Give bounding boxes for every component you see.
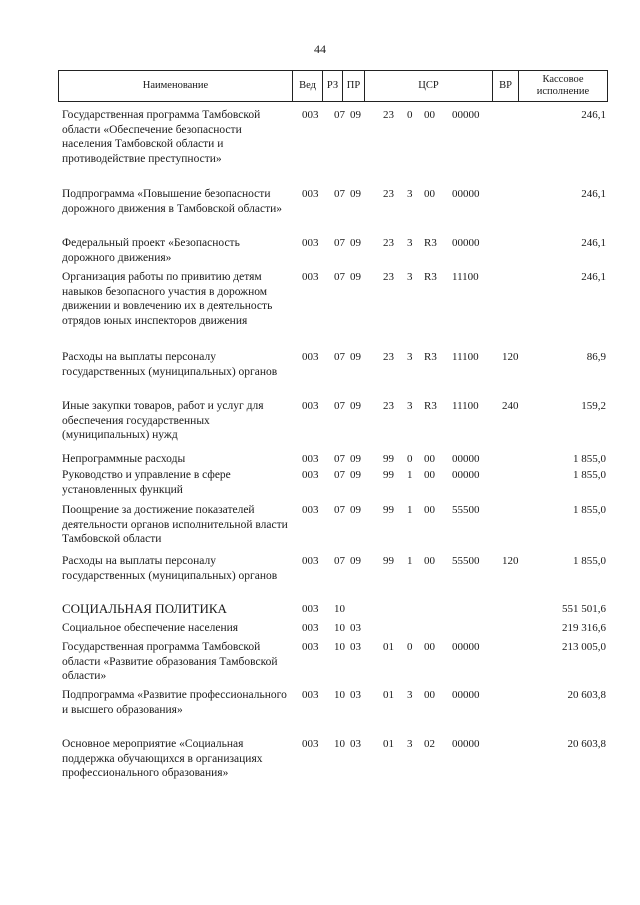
row-csr-event: 00: [424, 188, 435, 200]
row-csr-program: 01: [383, 738, 394, 750]
row-amount: 213 005,0: [562, 641, 606, 653]
row-csr-program: 23: [383, 109, 394, 121]
row-ved: 003: [302, 738, 319, 750]
row-csr-program: 23: [383, 188, 394, 200]
row-rz: 10: [334, 622, 345, 634]
row-ved: 003: [302, 469, 319, 481]
row-rz: 07: [334, 453, 345, 465]
header-name: Наименование: [59, 71, 293, 101]
header-amount: Кассовое исполнение: [536, 74, 590, 97]
row-rz: 07: [334, 555, 345, 567]
row-amount: 86,9: [586, 351, 606, 363]
header-vr: ВР: [493, 71, 519, 101]
row-csr-event: 00: [424, 689, 435, 701]
row-ved: 003: [302, 603, 319, 615]
row-rz: 10: [334, 689, 345, 701]
row-rz: 07: [334, 109, 345, 121]
row-amount: 1 855,0: [573, 555, 606, 567]
header-rz: РЗ: [323, 71, 343, 101]
row-rz: 07: [334, 351, 345, 363]
row-csr-event: 00: [424, 555, 435, 567]
row-csr-subprogram: 3: [407, 351, 413, 363]
row-ved: 003: [302, 555, 319, 567]
row-rz: 07: [334, 271, 345, 283]
row-pr: 09: [350, 555, 361, 567]
row-csr-direction: 11100: [452, 271, 479, 283]
row-csr-direction: 00000: [452, 109, 480, 121]
row-ved: 003: [302, 400, 319, 412]
header-ved: Вед: [293, 71, 323, 101]
row-name: Расходы на выплаты персоналу государственных (муниципальных) органов: [62, 351, 278, 378]
row-csr-program: 23: [383, 351, 394, 363]
row-name: Подпрограмма «Повышение безопасности дорожного движения в Тамбовской области»: [62, 188, 282, 215]
row-rz: 07: [334, 469, 345, 481]
row-csr-direction: 00000: [452, 453, 480, 465]
row-pr: 09: [350, 109, 361, 121]
row-csr-direction: 55500: [452, 555, 480, 567]
row-csr-subprogram: 3: [407, 271, 413, 283]
row-csr-program: 23: [383, 237, 394, 249]
row-csr-direction: 00000: [452, 641, 480, 653]
row-name: Государственная программа Тамбовской области «Обеспечение безопасности населения Тамбовской области и противодействие преступности»: [62, 109, 261, 165]
row-csr-subprogram: 1: [407, 469, 413, 481]
row-rz: 07: [334, 237, 345, 249]
row-vr: 120: [502, 351, 519, 363]
row-amount: 246,1: [581, 237, 606, 249]
row-csr-event: R3: [424, 351, 437, 363]
row-name: Непрограммные расходы: [62, 453, 186, 465]
row-csr-program: 99: [383, 453, 394, 465]
row-csr-subprogram: 1: [407, 504, 413, 516]
row-ved: 003: [302, 641, 319, 653]
row-csr-event: 00: [424, 109, 435, 121]
row-name: Основное мероприятие «Социальная поддержка обучающихся в организациях профессионального образования»: [62, 738, 263, 779]
table-header: [58, 70, 608, 102]
row-csr-program: 99: [383, 555, 394, 567]
row-csr-program: 99: [383, 469, 394, 481]
row-csr-subprogram: 3: [407, 738, 413, 750]
row-csr-subprogram: 0: [407, 109, 413, 121]
row-name: СОЦИАЛЬНАЯ ПОЛИТИКА: [62, 601, 227, 616]
row-name: Социальное обеспечение населения: [62, 622, 239, 634]
row-csr-event: 00: [424, 641, 435, 653]
row-csr-direction: 55500: [452, 504, 480, 516]
row-csr-program: 01: [383, 689, 394, 701]
row-name: Организация работы по привитию детям навыков безопасного участия в дорожном движении и вовлечению их в деятельность отрядов юных инспекторов движения: [62, 271, 273, 327]
row-amount: 20 603,8: [567, 738, 606, 750]
row-csr-event: R3: [424, 271, 437, 283]
row-name: Поощрение за достижение показателей деятельности органов исполнительной власти Тамбовской области: [62, 504, 288, 545]
row-amount: 219 316,6: [562, 622, 606, 634]
row-rz: 07: [334, 188, 345, 200]
row-csr-program: 23: [383, 400, 394, 412]
row-csr-direction: 11100: [452, 400, 479, 412]
row-csr-direction: 00000: [452, 689, 480, 701]
row-amount: 551 501,6: [562, 603, 606, 615]
row-ved: 003: [302, 453, 319, 465]
row-amount: 1 855,0: [573, 469, 606, 481]
row-csr-event: R3: [424, 237, 437, 249]
row-csr-event: 02: [424, 738, 435, 750]
row-csr-subprogram: 3: [407, 237, 413, 249]
row-ved: 003: [302, 504, 319, 516]
row-csr-subprogram: 3: [407, 400, 413, 412]
row-vr: 120: [502, 555, 519, 567]
row-csr-event: R3: [424, 400, 437, 412]
row-ved: 003: [302, 351, 319, 363]
row-amount: 1 855,0: [573, 453, 606, 465]
row-ved: 003: [302, 689, 319, 701]
row-csr-direction: 00000: [452, 738, 480, 750]
row-pr: 09: [350, 188, 361, 200]
row-ved: 003: [302, 271, 319, 283]
row-pr: 03: [350, 641, 361, 653]
row-rz: 07: [334, 504, 345, 516]
row-pr: 03: [350, 689, 361, 701]
row-csr-event: 00: [424, 453, 435, 465]
row-pr: 03: [350, 622, 361, 634]
row-csr-program: 99: [383, 504, 394, 516]
row-csr-direction: 00000: [452, 237, 480, 249]
row-rz: 10: [334, 603, 345, 615]
row-rz: 07: [334, 400, 345, 412]
row-pr: 03: [350, 738, 361, 750]
row-csr-direction: 00000: [452, 188, 480, 200]
row-pr: 09: [350, 504, 361, 516]
row-rz: 10: [334, 641, 345, 653]
row-csr-direction: 11100: [452, 351, 479, 363]
row-amount: 1 855,0: [573, 504, 606, 516]
row-name: Государственная программа Тамбовской области «Развитие образования Тамбовской области»: [62, 641, 278, 682]
row-ved: 003: [302, 237, 319, 249]
row-pr: 09: [350, 271, 361, 283]
row-csr-subprogram: 3: [407, 188, 413, 200]
row-amount: 159,2: [581, 400, 606, 412]
row-pr: 09: [350, 351, 361, 363]
header-pr: ПР: [343, 71, 365, 101]
row-amount: 246,1: [581, 271, 606, 283]
row-csr-direction: 00000: [452, 469, 480, 481]
row-ved: 003: [302, 188, 319, 200]
row-csr-subprogram: 1: [407, 555, 413, 567]
row-pr: 09: [350, 469, 361, 481]
row-rz: 10: [334, 738, 345, 750]
row-csr-program: 23: [383, 271, 394, 283]
row-amount: 246,1: [581, 188, 606, 200]
row-pr: 09: [350, 453, 361, 465]
page-number: 44: [314, 42, 326, 56]
row-csr-subprogram: 0: [407, 641, 413, 653]
row-name: Подпрограмма «Развитие профессионального и высшего образования»: [62, 689, 287, 716]
row-csr-event: 00: [424, 469, 435, 481]
row-name: Руководство и управление в сфере установленных функций: [62, 469, 231, 496]
row-name: Расходы на выплаты персоналу государственных (муниципальных) органов: [62, 555, 278, 582]
row-ved: 003: [302, 109, 319, 121]
row-csr-subprogram: 0: [407, 453, 413, 465]
row-csr-event: 00: [424, 504, 435, 516]
row-csr-subprogram: 3: [407, 689, 413, 701]
header-csr: ЦСР: [365, 71, 493, 101]
row-name: Федеральный проект «Безопасность дорожного движения»: [62, 237, 240, 264]
row-ved: 003: [302, 622, 319, 634]
row-vr: 240: [502, 400, 519, 412]
row-amount: 246,1: [581, 109, 606, 121]
row-pr: 09: [350, 400, 361, 412]
row-pr: 09: [350, 237, 361, 249]
row-amount: 20 603,8: [567, 689, 606, 701]
row-name: Иные закупки товаров, работ и услуг для обеспечения государственных (муниципальных) нужд: [62, 400, 264, 441]
row-csr-program: 01: [383, 641, 394, 653]
